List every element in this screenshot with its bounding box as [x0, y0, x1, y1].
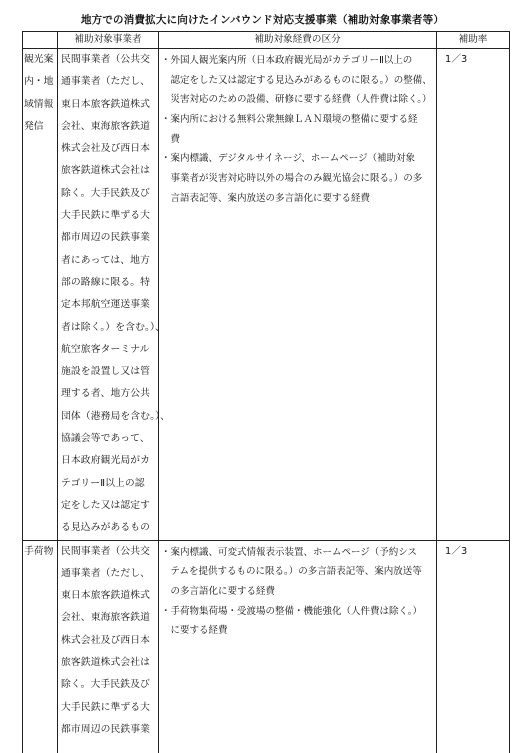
- header-category: [23, 32, 58, 49]
- rate-value: 1／3: [445, 54, 468, 65]
- eligible-cell: [58, 49, 170, 541]
- eligible-line: 日本政府観光局がカ: [61, 455, 151, 467]
- eligible-line: 理する者、地方公共: [61, 388, 151, 400]
- subsidy-table: [22, 31, 510, 753]
- eligible-line: 株式会社及び西日本: [61, 634, 151, 646]
- eligible-line: 団体（港務局を含む。）、: [61, 410, 170, 422]
- category-cell: [23, 49, 58, 541]
- cost-line: 事業者が災害対応時以外の場合のみ観光協会に限る。）の多: [161, 173, 423, 185]
- eligible-line: 会社、東海旅客鉄道: [61, 120, 151, 132]
- cost-line: ・案内標識、可変式情報表示装置、ホームページ（予約シス: [161, 546, 418, 558]
- header-costs: 補助対象経費の区分: [159, 32, 437, 49]
- category-line: 手荷物: [24, 545, 54, 557]
- cost-line: ・外国人観光案内所（日本政府観光局がカテゴリーⅡ以上の: [161, 55, 413, 66]
- cost-line: の多言語化に要する経費: [161, 585, 276, 597]
- eligible-line: 都市周辺の民鉄事業: [61, 723, 151, 735]
- rate-cell: [437, 49, 510, 541]
- eligible-line: 旅客鉄道株式会社は: [61, 165, 151, 177]
- table-header-row: [23, 32, 510, 49]
- eligible-line: 通事業者（ただし、: [61, 76, 151, 88]
- category-line: 域情報: [24, 98, 54, 110]
- eligible-line: 定本邦航空運送事業: [61, 299, 151, 311]
- table-row: [23, 49, 510, 541]
- eligible-line: 航空旅客ターミナル: [61, 343, 150, 355]
- category-line: 観光案: [24, 54, 54, 65]
- eligible-line: 者にあっては、地方: [61, 254, 150, 266]
- eligible-line: 者は除く。）を含む。）、: [61, 321, 165, 333]
- cost-line: 認定をした又は認定する見込みがあるものに限る。）の整備、: [161, 74, 432, 86]
- costs-cell: [159, 49, 437, 541]
- category-cell: [23, 540, 58, 753]
- cost-line: 費: [161, 133, 181, 145]
- page-title: 地方での消費拡大に向けたインバウンド対応支援事業（補助対象事業者等）: [80, 14, 445, 26]
- eligible-line: 協議会等であって、: [61, 433, 150, 445]
- eligible-line: 会社、東海旅客鉄道: [61, 612, 151, 624]
- header-eligible: 補助対象事業者: [58, 32, 159, 49]
- category-line: 内・地: [24, 76, 54, 88]
- cost-line: 言語表記等、案内放送の多言語化に要する経費: [161, 192, 371, 204]
- cost-line: ・案内標識、デジタルサイネージ、ホームページ（補助対象: [161, 153, 416, 165]
- eligible-line: 定をした又は認定す: [61, 499, 151, 511]
- costs-cell: [159, 540, 437, 753]
- eligible-line: 旅客鉄道株式会社は: [61, 657, 151, 669]
- eligible-line: 株式会社及び西日本: [61, 143, 151, 155]
- eligible-line: 施設を設置し又は管: [61, 366, 151, 378]
- eligible-cell: [58, 540, 159, 753]
- eligible-line: 除く。大手民鉄及び: [61, 679, 150, 691]
- cost-line: テムを提供するものに限る。）の多言語表記等、案内放送等: [161, 566, 422, 578]
- cost-line: に要する経費: [161, 625, 228, 637]
- cost-line: 災害対応のための設備、研修に要する経費（人件費は除く。）: [161, 94, 432, 106]
- rate-cell: [437, 540, 510, 753]
- category-line: 発信: [24, 120, 44, 132]
- eligible-line: 大手民鉄に準ずる大: [61, 701, 151, 713]
- cost-line: ・手荷物集荷場・受渡場の整備・機能強化（人件費は除く。）: [161, 605, 423, 617]
- table-row: [23, 540, 510, 753]
- eligible-line: 部の路線に限る。特: [61, 276, 151, 288]
- rate-value: 1／3: [445, 545, 468, 557]
- eligible-line: テゴリーⅡ以上の認: [61, 477, 145, 489]
- eligible-line: 通事業者（ただし、: [61, 567, 151, 579]
- header-rate: 補助率: [437, 32, 510, 49]
- eligible-line: 大手民鉄に準ずる大: [61, 210, 151, 222]
- eligible-line: 都市周辺の民鉄事業: [61, 232, 151, 244]
- eligible-line: 民間事業者（公共交: [61, 54, 151, 65]
- eligible-line: る見込みがあるもの: [61, 522, 151, 534]
- cost-line: ・案内所における無料公衆無線ＬＡＮ環境の整備に要する経: [161, 114, 418, 126]
- eligible-line: 民間事業者（公共交: [61, 545, 151, 557]
- eligible-line: 東日本旅客鉄道株式: [61, 98, 151, 110]
- eligible-line: 東日本旅客鉄道株式: [61, 590, 151, 602]
- eligible-line: 除く。大手民鉄及び: [61, 187, 150, 199]
